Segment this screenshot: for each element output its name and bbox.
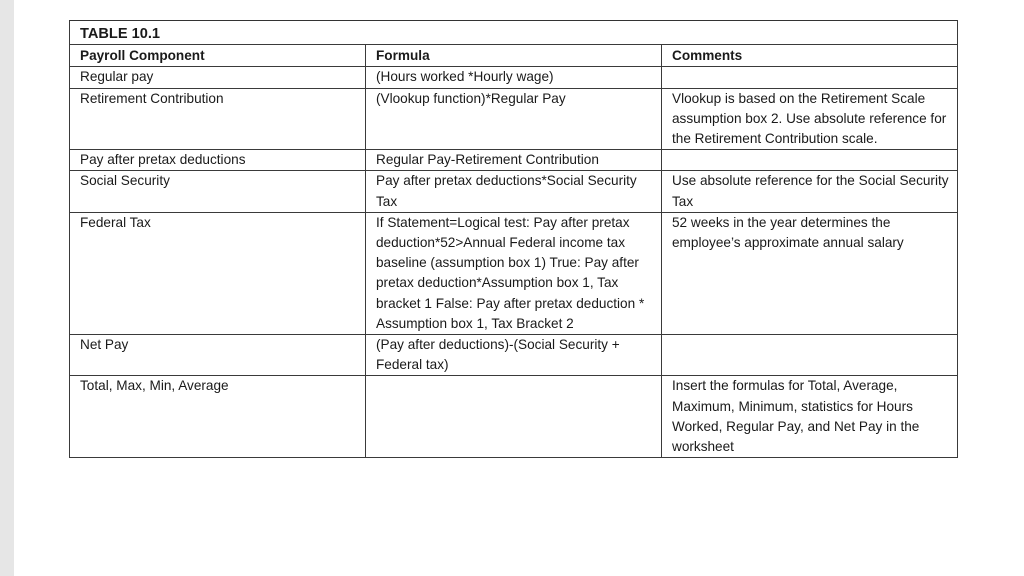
row-comments: Insert the formulas for Total, Average, Maximum, Minimum, statistics for Hours Worked, Regular Pay, and Net Pay in the worksheet (662, 376, 958, 458)
table-row (70, 150, 958, 171)
table-title (70, 21, 958, 45)
table-title-row (70, 21, 958, 45)
row-component: Pay after pretax deductions (70, 150, 366, 171)
row-component: Net Pay (70, 335, 366, 376)
left-margin-strip (0, 0, 14, 576)
row-formula: If Statement=Logical test: Pay after pretax deduction*52>Annual Federal income tax baseline (assumption box 1) True: Pay after pretax deduction*Assumption box 1, Tax bracket 1 False: Pay after pretax deduction * Assumption box 1, Tax Bracket 2 (366, 212, 662, 334)
row-formula: Regular Pay-Retirement Contribution (366, 150, 662, 171)
header-formula: Formula (366, 45, 662, 67)
table-title-text: TABLE 10.1 (80, 26, 161, 42)
row-component: Regular pay (70, 67, 366, 88)
row-component: Total, Max, Min, Average (70, 376, 366, 458)
row-formula (366, 376, 662, 458)
table-row (70, 67, 958, 88)
row-formula: (Pay after deductions)-(Social Security + Federal tax) (366, 335, 662, 376)
table-header-row (70, 45, 958, 67)
header-comments: Comments (662, 45, 958, 67)
table-row (70, 212, 958, 334)
row-formula: Pay after pretax deductions*Social Security Tax (366, 171, 662, 212)
table-row (70, 335, 958, 376)
row-component: Social Security (70, 171, 366, 212)
row-formula: (Hours worked *Hourly wage) (366, 67, 662, 88)
row-comments (662, 335, 958, 376)
header-payroll-component: Payroll Component (70, 45, 366, 67)
row-comments: 52 weeks in the year determines the employee’s approximate annual salary (662, 212, 958, 334)
table-row (70, 171, 958, 212)
row-comments: Vlookup is based on the Retirement Scale assumption box 2. Use absolute reference for the Retirement Contribution scale. (662, 88, 958, 150)
row-formula: (Vlookup function)*Regular Pay (366, 88, 662, 150)
row-comments (662, 67, 958, 88)
row-component: Retirement Contribution (70, 88, 366, 150)
row-comments: Use absolute reference for the Social Security Tax (662, 171, 958, 212)
table-row (70, 376, 958, 458)
payroll-table (69, 20, 958, 458)
row-component: Federal Tax (70, 212, 366, 334)
table-row (70, 88, 958, 150)
row-comments (662, 150, 958, 171)
